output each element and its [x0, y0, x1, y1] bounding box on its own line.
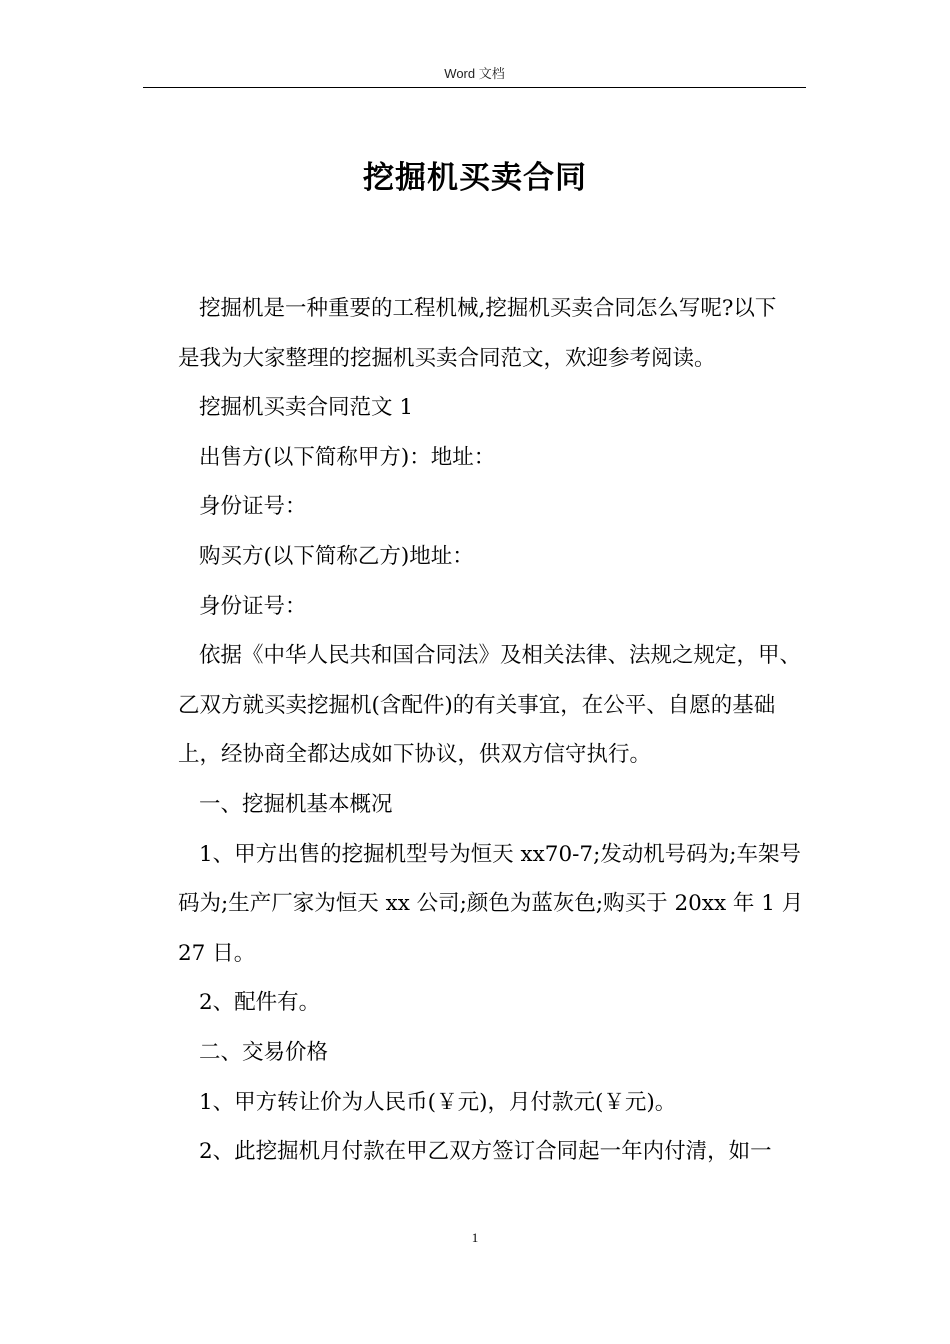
document-body: [178, 284, 818, 1177]
line: 挖掘机买卖合同范文 1: [199, 395, 414, 421]
line: 二、交易价格: [199, 1039, 329, 1065]
paragraph-sample-heading: [178, 383, 818, 433]
line: 27 日。: [178, 940, 256, 966]
line: 依据《中华人民共和国合同法》及相关法律、法规之规定，甲、: [199, 643, 802, 669]
paragraph-seller: [178, 433, 818, 483]
paragraph-basis: [178, 631, 818, 780]
line: 是我为大家整理的挖掘机买卖合同范文，欢迎参考阅读。: [178, 345, 716, 371]
line: 一、挖掘机基本概况: [199, 791, 393, 817]
page-header: Word 文档: [444, 66, 505, 81]
line: 身份证号：: [199, 494, 307, 520]
paragraph-price-1: [178, 1078, 818, 1128]
line: 码为;生产厂家为恒天 xx 公司;颜色为蓝灰色;购买于 20xx 年 1 月: [178, 891, 804, 917]
section-heading-overview: [178, 780, 818, 830]
line: 上，经协商全都达成如下协议，供双方信守执行。: [178, 742, 652, 768]
line: 2、配件有。: [199, 990, 321, 1016]
line: 1、甲方转让价为人民币(￥元)，月付款元(￥元)。: [199, 1089, 677, 1115]
line: 出售方(以下简称甲方)：地址：: [199, 444, 496, 470]
paragraph-price-2: [178, 1127, 818, 1177]
paragraph-buyer-id: [178, 582, 818, 632]
paragraph-item-2: [178, 978, 818, 1028]
paragraph-intro: [178, 284, 818, 383]
line: 2、此挖掘机月付款在甲乙双方签订合同起一年内付清，如一: [199, 1139, 772, 1165]
paragraph-seller-id: [178, 482, 818, 532]
line: 身份证号：: [199, 593, 307, 619]
line: 乙双方就买卖挖掘机(含配件)的有关事宜，在公平、自愿的基础: [178, 692, 776, 718]
line: 1、甲方出售的挖掘机型号为恒天 xx70-7;发动机号码为;车架号: [199, 841, 802, 867]
paragraph-item-1: [178, 830, 818, 979]
line: 购买方(以下简称乙方)地址：: [199, 543, 474, 569]
paragraph-buyer: [178, 532, 818, 582]
section-heading-price: [178, 1028, 818, 1078]
header-divider: [143, 87, 806, 88]
line: 挖掘机是一种重要的工程机械,挖掘机买卖合同怎么写呢?以下: [199, 296, 777, 321]
document-title: 挖掘机买卖合同: [363, 160, 587, 196]
page-number: 1: [471, 1230, 479, 1245]
